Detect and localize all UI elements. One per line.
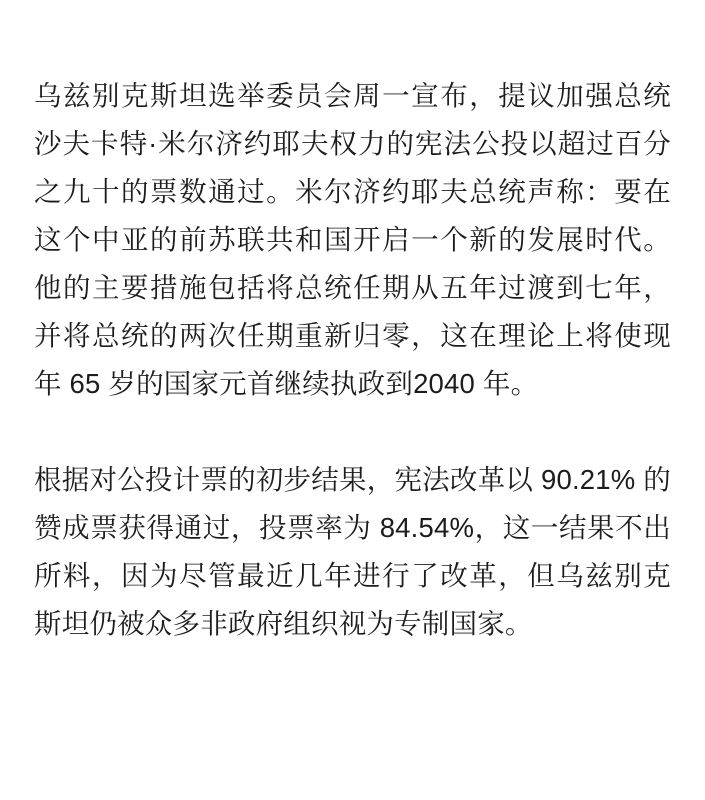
article-paragraph-1: 乌兹别克斯坦选举委员会周一宣布，提议加强总统沙夫卡特·米尔济约耶夫权力的宪法公投以超过百分之九十的票数通过。米尔济约耶夫总统声称：要在这个中亚的前苏联共和国开启一个新的发展时代。他的主要措施包括将总统任期从五年过渡到七年，并将总统的两次任期重新归零，这在理论上将使现年 65 岁的国家元首继续执政到2040 年。 [34,80,671,399]
article-paragraph-2: 根据对公投计票的初步结果，宪法改革以 90.21% 的赞成票获得通过，投票率为 84.54%，这一结果不出所料，因为尽管最近几年进行了改革，但乌兹别克斯坦仍被众多非政府组织视为专制国家。 [34,464,671,639]
